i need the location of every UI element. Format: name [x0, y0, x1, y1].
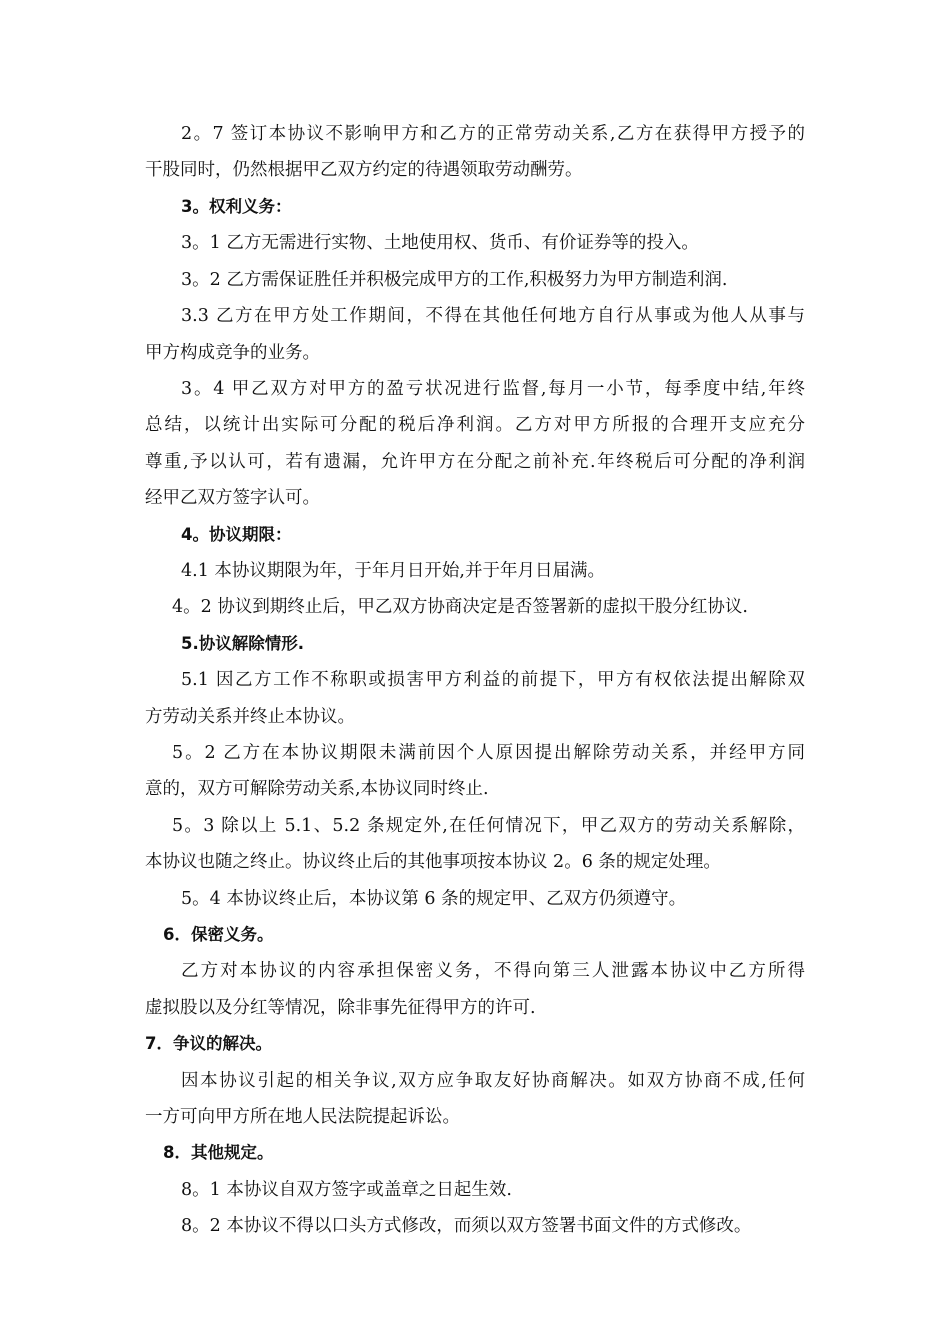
paragraph-line: 5。3 除以上 5.1、5.2 条规定外,在任何情况下，甲乙双方的劳动关系解除，: [172, 816, 805, 836]
section-heading-term: 4。协议期限：: [181, 525, 292, 544]
paragraph-line: 尊重,予以认可，若有遗漏，允许甲方在分配之前补充.年终税后可分配的净利润: [145, 452, 805, 472]
section-heading-confidentiality: 6．保密义务。: [163, 925, 274, 944]
paragraph-line: 5。2 乙方在本协议期限未满前因个人原因提出解除劳动关系，并经甲方同: [172, 743, 805, 763]
paragraph-line: 3。2 乙方需保证胜任并积极完成甲方的工作,积极努力为甲方制造利润.: [181, 270, 728, 290]
paragraph-line: 4。2 协议到期终止后，甲乙双方协商决定是否签署新的虚拟干股分红协议.: [172, 597, 748, 617]
paragraph-line: 3.3 乙方在甲方处工作期间，不得在其他任何地方自行从事或为他人从事与: [181, 306, 805, 326]
paragraph-line: 本协议也随之终止。协议终止后的其他事项按本协议 2。6 条的规定处理。: [145, 852, 721, 872]
paragraph-line: 乙方对本协议的内容承担保密义务，不得向第三人泄露本协议中乙方所得: [181, 961, 805, 981]
paragraph-line: 经甲乙双方签字认可。: [145, 488, 320, 508]
paragraph-line: 3。1 乙方无需进行实物、土地使用权、货币、有价证券等的投入。: [181, 233, 699, 253]
section-heading-other: 8．其他规定。: [163, 1143, 274, 1162]
paragraph-line: 5.1 因乙方工作不称职或损害甲方利益的前提下，甲方有权依法提出解除双: [181, 670, 805, 690]
paragraph-line: 一方可向甲方所在地人民法院提起诉讼。: [145, 1107, 460, 1127]
paragraph-line: 干股同时，仍然根据甲乙双方约定的待遇领取劳动酬劳。: [145, 160, 583, 180]
paragraph-line: 4.1 本协议期限为年，于年月日开始,并于年月日届满。: [181, 561, 605, 581]
section-heading-disputes: 7．争议的解决。: [145, 1034, 272, 1053]
paragraph-line: 3。4 甲乙双方对甲方的盈亏状况进行监督,每月一小节，每季度中结,年终: [181, 379, 805, 399]
paragraph-line: 方劳动关系并终止本协议。: [145, 707, 355, 727]
paragraph-line: 8。1 本协议自双方签字或盖章之日起生效.: [181, 1180, 512, 1200]
paragraph-line: 2。7 签订本协议不影响甲方和乙方的正常劳动关系,乙方在获得甲方授予的: [181, 124, 805, 144]
paragraph-line: 意的，双方可解除劳动关系,本协议同时终止.: [145, 779, 489, 799]
section-heading-termination: 5.协议解除情形.: [181, 634, 305, 653]
paragraph-line: 5。4 本协议终止后，本协议第 6 条的规定甲、乙双方仍须遵守。: [181, 889, 687, 909]
paragraph-line: 总结，以统计出实际可分配的税后净利润。乙方对甲方所报的合理开支应充分: [145, 415, 805, 435]
paragraph-line: 甲方构成竞争的业务。: [145, 343, 320, 363]
paragraph-line: 8。2 本协议不得以口头方式修改，而须以双方签署书面文件的方式修改。: [181, 1216, 752, 1236]
paragraph-line: 虚拟股以及分红等情况，除非事先征得甲方的许可.: [145, 998, 536, 1018]
section-heading-rights: 3。权利义务：: [181, 197, 292, 216]
paragraph-line: 因本协议引起的相关争议,双方应争取友好协商解决。如双方协商不成,任何: [181, 1071, 805, 1091]
